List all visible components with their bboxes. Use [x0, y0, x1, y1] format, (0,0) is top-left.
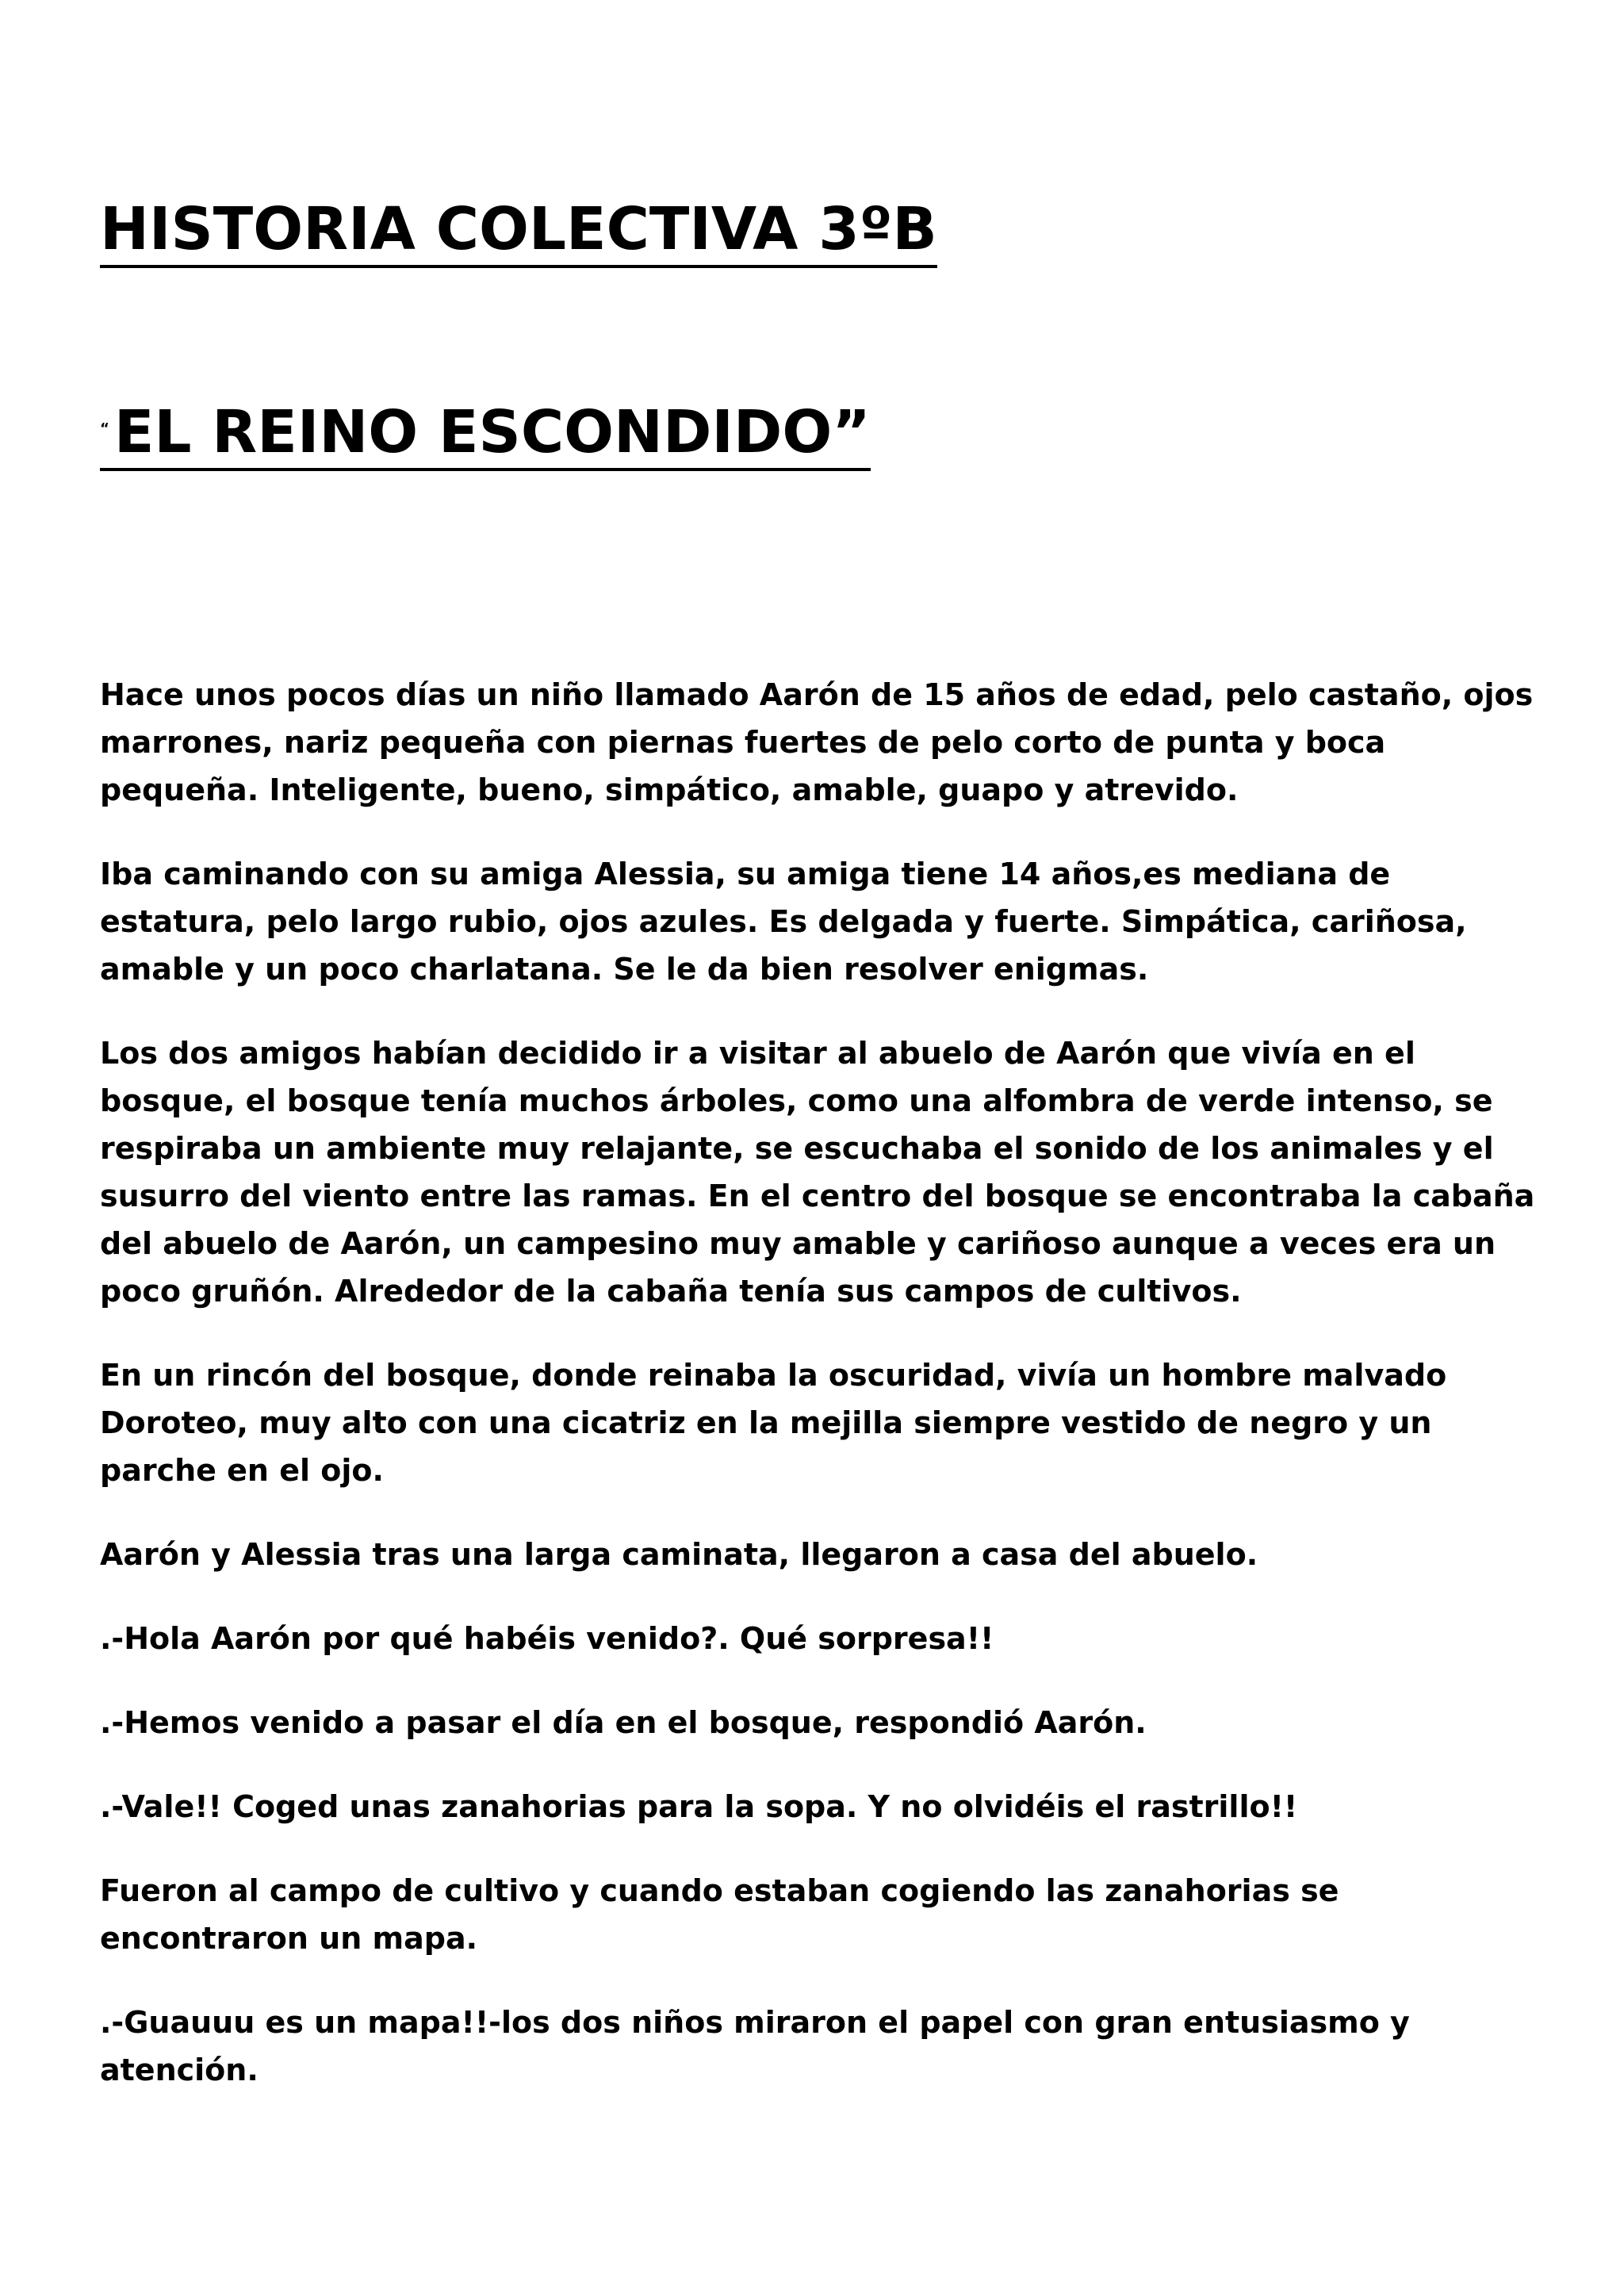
dialogue-line: .-Guauuu es un mapa!!-los dos niños miraron el papel con gran entusiasmo y atención. — [100, 2005, 1410, 2087]
dialogue-line: .-Hemos venido a pasar el día en el bosque, respondió Aarón. — [100, 1705, 1147, 1740]
story-title — [100, 398, 871, 471]
story-paragraph: Hace unos pocos días un niño llamado Aarón de 15 años de edad, pelo castaño, ojos marrones, nariz pequeña con piernas fuertes de pelo corto de punta y boca pequeña. Inteligente, bueno, simpático, amable, guapo y atrevido. — [100, 677, 1534, 807]
story-paragraph: Aarón y Alessia tras una larga caminata, llegaron a casa del abuelo. — [100, 1537, 1258, 1572]
story-paragraph: Los dos amigos habían decidido ir a visitar al abuelo de Aarón que vivía en el bosque, el bosque tenía muchos árboles, como una alfombra de verde intenso, se respiraba un ambiente muy relajante, se escuchaba el sonido de los animales y el susurro del viento entre las ramas. En el centro del bosque se encontraba la cabaña del abuelo de Aarón, un campesino muy amable y cariñoso aunque a veces era un poco gruñón. Alrededor de la cabaña tenía sus campos de cultivos. — [100, 1036, 1535, 1309]
story-paragraph: En un rincón del bosque, donde reinaba la oscuridad, vivía un hombre malvado Doroteo, muy alto con una cicatriz en la mejilla siempre vestido de negro y un parche en el ojo. — [100, 1358, 1447, 1488]
dialogue-line: .-Hola Aarón por qué habéis venido?. Qué sorpresa!! — [100, 1621, 994, 1656]
dialogue-line: .-Vale!! Coged unas zanahorias para la sopa. Y no olvidéis el rastrillo!! — [100, 1789, 1298, 1824]
story-body — [100, 671, 1551, 2130]
document-title: HISTORIA COLECTIVA 3ºB — [100, 200, 937, 268]
story-paragraph: Iba caminando con su amiga Alessia, su amiga tiene 14 años,es mediana de estatura, pelo largo rubio, ojos azules. Es delgada y fuerte. Simpática, cariñosa, amable y un poco charlatana. Se le da bien resolver enigmas. — [100, 857, 1467, 987]
story-title-open-quote: “ — [100, 420, 109, 437]
story-title-text: EL REINO ESCONDIDO” — [113, 398, 871, 466]
story-paragraph: Fueron al campo de cultivo y cuando estaban cogiendo las zanahorias se encontraron un mapa. — [100, 1873, 1339, 1956]
